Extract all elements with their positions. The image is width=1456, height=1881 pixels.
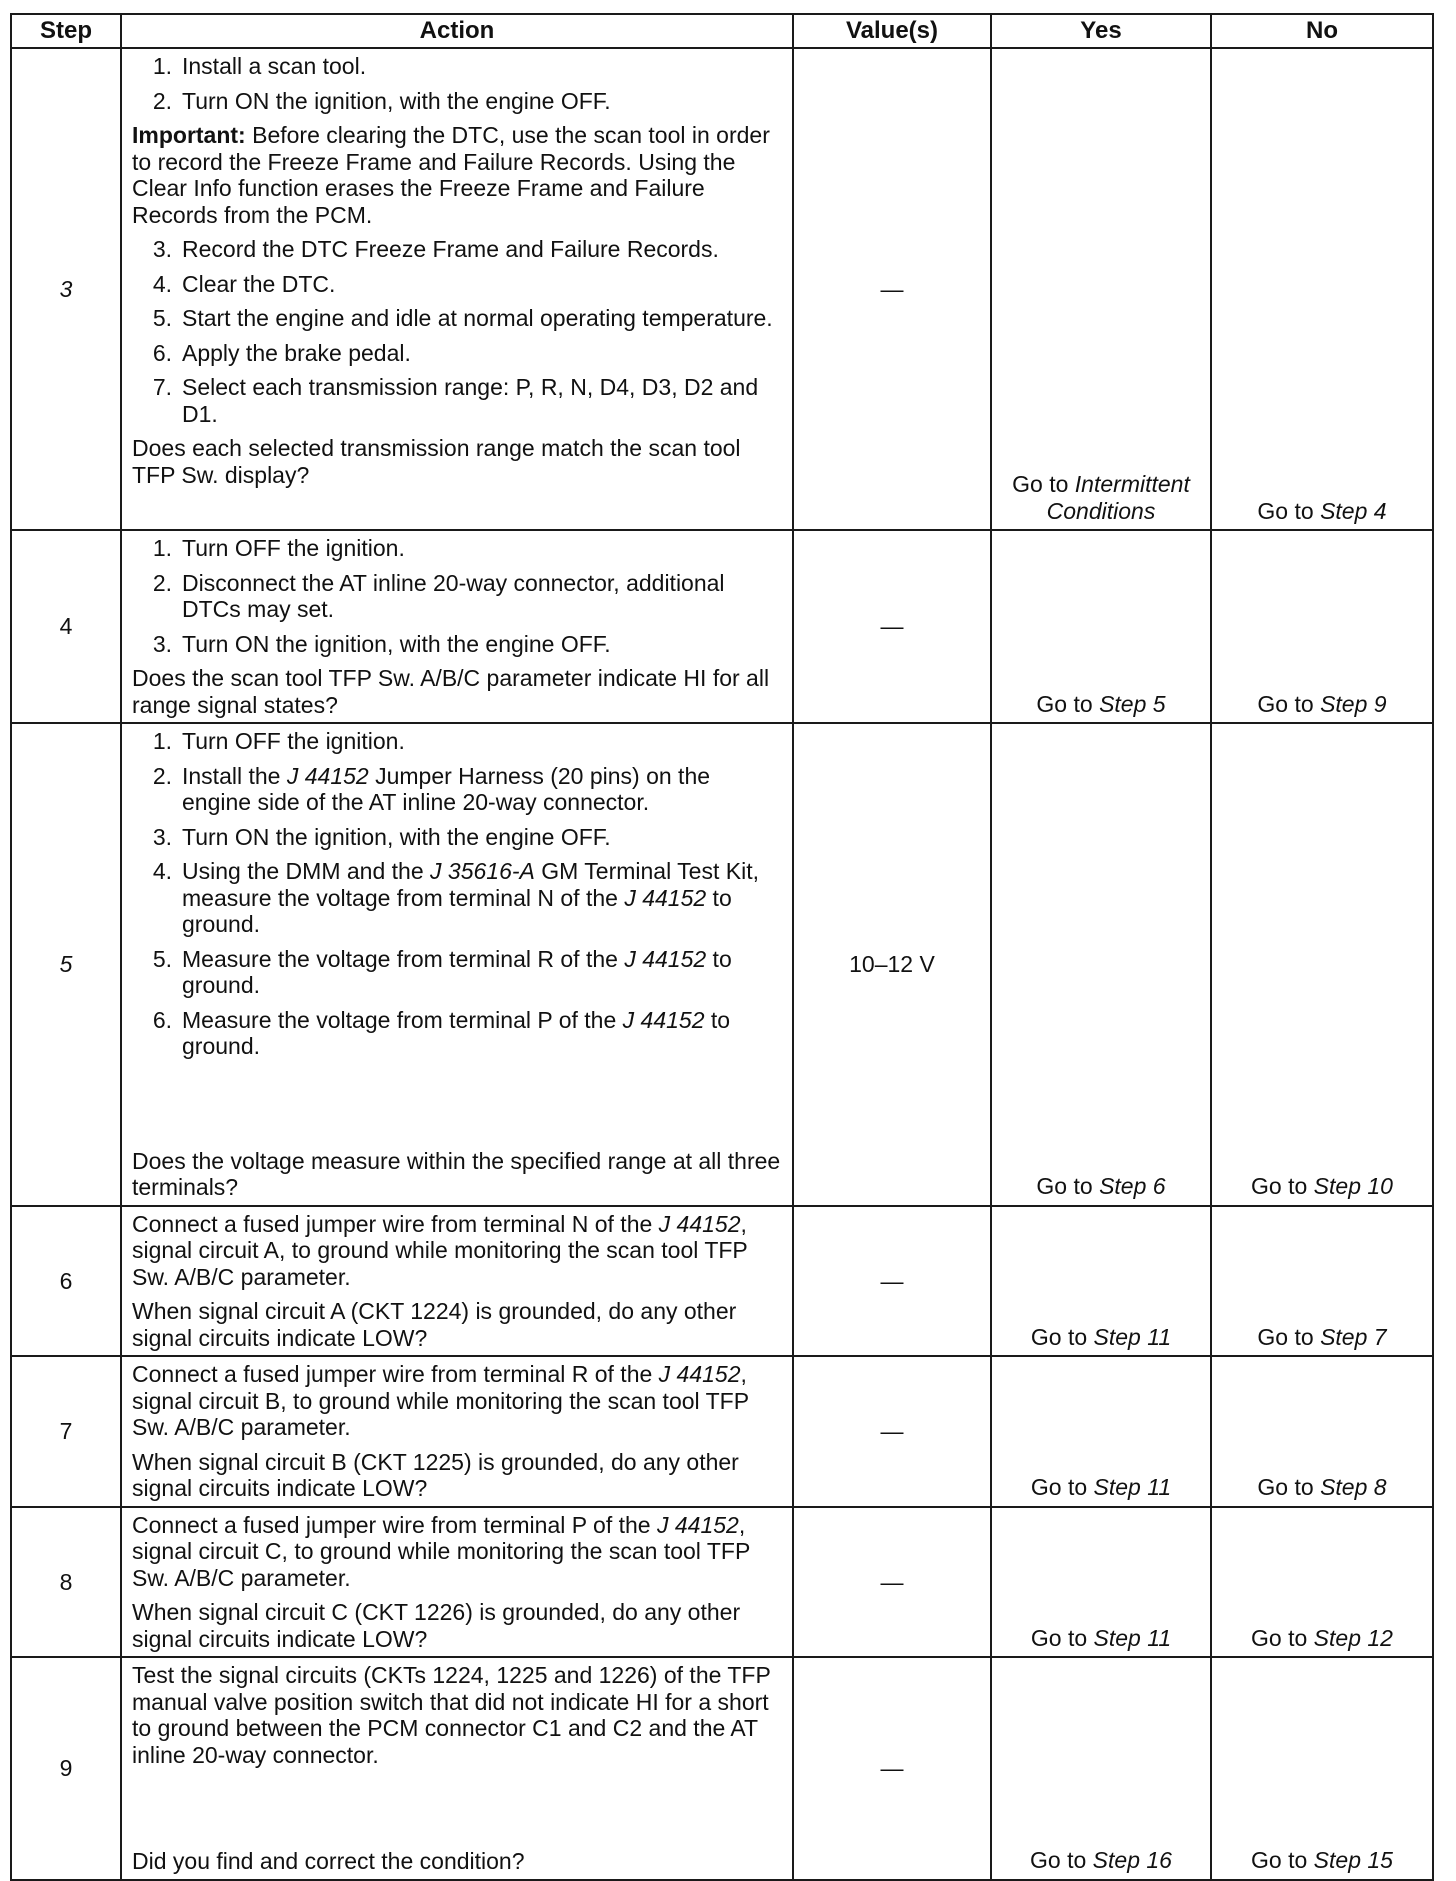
step-number: 8: [11, 1507, 121, 1658]
yes-cell: Go to Step 11: [991, 1206, 1211, 1357]
question-text: Does each selected transmission range match the scan tool TFP Sw. display?: [132, 435, 741, 488]
no-reference[interactable]: Step 10: [1313, 1173, 1393, 1199]
yes-cell: Go to Step 16: [991, 1657, 1211, 1880]
question-text: Did you find and correct the condition?: [132, 1848, 525, 1874]
action-text: Connect a fused jumper wire from terminal R of the J 44152, signal circuit B, to ground while monitoring the scan tool TFP Sw. A/B/C parameter.: [132, 1361, 749, 1440]
tool-ref: J 44152: [658, 1361, 741, 1387]
action-item: 3. Turn ON the ignition, with the engine OFF.: [152, 823, 611, 850]
no-cell: Go to Step 10: [1211, 723, 1433, 1206]
action-cell: [121, 1657, 793, 1880]
action-cell: [121, 1356, 793, 1507]
tool-ref: J 44152: [624, 945, 707, 972]
yes-reference[interactable]: Step 11: [1093, 1323, 1172, 1350]
important-text: Before clearing the DTC, use the scan tool in order to record the Freeze Frame and Failure Records. Using the Clear Info function erases the Freeze Frame and Failure Records from the PCM.: [132, 122, 770, 228]
action-item: 2. Install the J 44152 Jumper Harness (20 pins) on the engine side of the AT inline 20-way connector.: [152, 762, 711, 815]
action-item: 3. Record the DTC Freeze Frame and Failure Records.: [152, 236, 719, 262]
no-reference[interactable]: Step 4: [1320, 497, 1387, 524]
yes-reference[interactable]: Step 6: [1099, 1173, 1166, 1199]
question-text: When signal circuit C (CKT 1226) is grounded, do any other signal circuits indicate LOW?: [132, 1599, 741, 1652]
value-cell: —: [793, 48, 991, 530]
tool-ref: J 44152: [622, 1006, 705, 1033]
action-item: 1. Turn OFF the ignition.: [152, 728, 405, 754]
no-reference[interactable]: Step 9: [1320, 690, 1387, 717]
no-reference[interactable]: Step 8: [1320, 1474, 1387, 1500]
no-cell: Go to Step 4: [1211, 48, 1433, 530]
step-row-5: [11, 723, 1433, 1206]
step-number: 6: [11, 1206, 121, 1357]
diagnostic-table: [10, 13, 1434, 1881]
header-yes: Yes: [991, 14, 1211, 48]
action-item: 4. Using the DMM and the J 35616-A GM Terminal Test Kit, measure the voltage from terminal N of the J 44152 to ground.: [152, 858, 759, 937]
header-action: Action: [121, 14, 793, 48]
action-text: Test the signal circuits (CKTs 1224, 1225 and 1226) of the TFP manual valve position switch that did not indicate HI for a short to ground between the PCM connector C1 and C2 and the AT inline 20-way connector.: [132, 1662, 771, 1768]
header-row: [11, 14, 1433, 48]
action-cell: [121, 530, 793, 723]
tool-ref: J 35616-A: [430, 858, 535, 884]
step-row-7: [11, 1356, 1433, 1507]
value-cell: —: [793, 1657, 991, 1880]
yes-cell: Go to Intermittent Conditions: [991, 48, 1211, 530]
value-cell: 10–12 V: [793, 723, 991, 1206]
no-cell: Go to Step 9: [1211, 530, 1433, 723]
action-item: 3. Turn ON the ignition, with the engine OFF.: [152, 630, 611, 657]
question-text: Does the voltage measure within the specified range at all three terminals?: [132, 1147, 781, 1200]
action-item: 4. Clear the DTC.: [152, 270, 336, 297]
step-row-3: [11, 48, 1433, 530]
yes-reference[interactable]: Step 11: [1093, 1624, 1172, 1651]
no-reference[interactable]: Step 7: [1320, 1323, 1387, 1350]
no-cell: Go to Step 15: [1211, 1657, 1433, 1880]
action-item: 1. Turn OFF the ignition.: [152, 535, 405, 561]
no-cell: Go to Step 12: [1211, 1507, 1433, 1658]
question-text: When signal circuit A (CKT 1224) is grounded, do any other signal circuits indicate LOW?: [132, 1298, 737, 1351]
action-item: 5. Start the engine and idle at normal operating temperature.: [152, 305, 773, 331]
action-item: 5. Measure the voltage from terminal R of the J 44152 to ground.: [152, 945, 732, 998]
step-row-6: [11, 1206, 1433, 1357]
tool-ref: J 44152: [624, 884, 707, 911]
yes-reference[interactable]: Step 5: [1099, 690, 1166, 717]
step-number: 9: [11, 1657, 121, 1880]
value-cell: —: [793, 1356, 991, 1507]
action-item: 6. Measure the voltage from terminal P of the J 44152 to ground.: [152, 1006, 731, 1059]
action-cell: [121, 1507, 793, 1658]
step-row-4: [11, 530, 1433, 723]
header-no: No: [1211, 14, 1433, 48]
action-item: 7. Select each transmission range: P, R, N, D4, D3, D2 and D1.: [152, 374, 759, 427]
yes-cell: Go to Step 5: [991, 530, 1211, 723]
no-cell: Go to Step 7: [1211, 1206, 1433, 1357]
step-row-9: [11, 1657, 1433, 1880]
yes-reference[interactable]: Intermittent Conditions: [1046, 471, 1190, 524]
question-text: When signal circuit B (CKT 1225) is grounded, do any other signal circuits indicate LOW?: [132, 1448, 739, 1501]
no-reference[interactable]: Step 12: [1313, 1624, 1393, 1651]
question-text: Does the scan tool TFP Sw. A/B/C parameter indicate HI for all range signal states?: [132, 665, 770, 718]
tool-ref: J 44152: [656, 1511, 739, 1538]
yes-cell: Go to Step 11: [991, 1356, 1211, 1507]
action-cell: [121, 48, 793, 530]
action-cell: [121, 723, 793, 1206]
yes-cell: Go to Step 11: [991, 1507, 1211, 1658]
action-text: Connect a fused jumper wire from terminal P of the J 44152, signal circuit C, to ground while monitoring the scan tool TFP Sw. A/B/C parameter.: [132, 1511, 750, 1591]
important-note: [132, 122, 782, 228]
value-cell: —: [793, 1206, 991, 1357]
action-item: 6. Apply the brake pedal.: [152, 339, 411, 366]
tool-ref: J 44152: [286, 762, 369, 789]
header-values: Value(s): [793, 14, 991, 48]
action-text: Connect a fused jumper wire from terminal N of the J 44152, signal circuit A, to ground while monitoring the scan tool TFP Sw. A/B/C parameter.: [132, 1210, 748, 1290]
header-step: Step: [11, 14, 121, 48]
action-item: 1. Install a scan tool.: [152, 53, 367, 79]
important-label: Important:: [132, 122, 246, 148]
step-number: 4: [11, 530, 121, 723]
step-number: 3: [11, 48, 121, 530]
step-row-8: [11, 1507, 1433, 1658]
yes-reference[interactable]: Step 16: [1092, 1847, 1172, 1873]
yes-reference[interactable]: Step 11: [1093, 1474, 1172, 1500]
value-cell: —: [793, 1507, 991, 1658]
no-reference[interactable]: Step 15: [1313, 1847, 1393, 1873]
action-item: 2. Turn ON the ignition, with the engine OFF.: [152, 87, 611, 114]
step-number: 5: [11, 723, 121, 1206]
step-number: 7: [11, 1356, 121, 1507]
yes-cell: Go to Step 6: [991, 723, 1211, 1206]
action-cell: [121, 1206, 793, 1357]
value-cell: —: [793, 530, 991, 723]
tool-ref: J 44152: [658, 1210, 741, 1237]
no-cell: Go to Step 8: [1211, 1356, 1433, 1507]
action-item: 2. Disconnect the AT inline 20-way connector, additional DTCs may set.: [152, 569, 725, 622]
